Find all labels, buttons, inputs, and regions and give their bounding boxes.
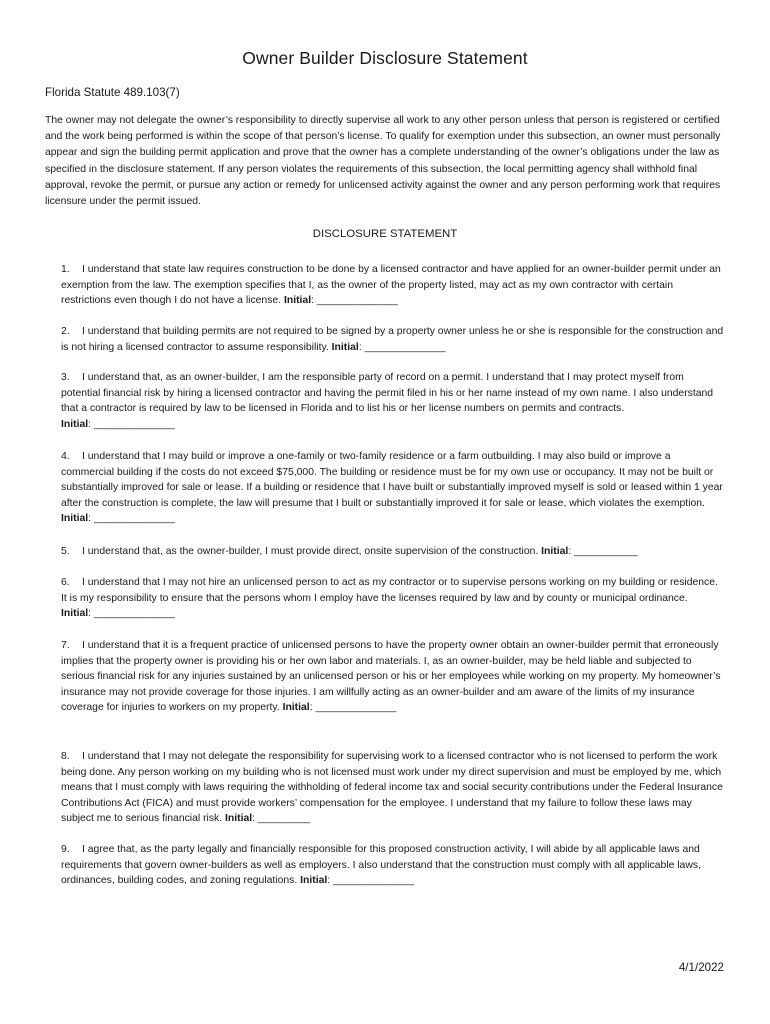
disclosure-item-3 xyxy=(61,370,725,432)
item-number: 3. xyxy=(61,372,70,383)
item-text: I understand that I may not hire an unlicensed person to act as my contractor or to supervise persons working on my building or residence. It is my responsibility to ensure that the persons whom I employ have the licenses required by law and by county or municipal ordinance. xyxy=(61,577,718,604)
item-text: I understand that, as an owner-builder, I am the responsible party of record on a permit. I understand that I may protect myself from potential financial risk by hiring a licensed contractor and having the permit filed in his or her name instead of my own name. I also understand that a contractor is required by law to be licensed in Florida and to list his or her license numbers on permits and contracts. xyxy=(61,372,714,415)
item-text: I understand that I may build or improve a one-family or two-family residence or a farm outbuilding. I may also build or improve a commercial building if the costs do not exceed $75,000. The building or residence must be for my own use or occupancy. It may not be built or substantially improved for sale or lease. If a building or residence that I have built or substantially improved myself is sold or leased within 1 year after the construction is complete, the law will presume that I built or substantially improved it for sale or lease, which violates the exemption. xyxy=(61,451,723,509)
initial-label: Initial xyxy=(225,813,253,825)
item-number: 4. xyxy=(61,451,70,462)
initial-label: Initial xyxy=(61,513,89,525)
disclosure-item-9 xyxy=(61,842,725,889)
initial-blank: : ______________ xyxy=(88,513,175,525)
initial-label: Initial xyxy=(282,702,310,714)
item-number: 7. xyxy=(61,640,70,651)
disclosure-item-7 xyxy=(61,638,725,716)
item-number: 5. xyxy=(61,546,70,557)
initial-blank: : ______________ xyxy=(327,875,414,887)
item-text: I understand that I may not delegate the responsibility for supervising work to a licensed contractor who is not licensed to perform the work being done. Any person working on my building who is not licensed must work under my direct supervision and must be employed by me, which means that I must comply with laws requiring the withholding of federal income tax and social security contributions under the Federal Insurance Contributions Act (FICA) and must provide workers’ compensation for the employee. I understand that my failure to follow these laws may subject me to serious financial risk. xyxy=(61,751,723,825)
item-number: 6. xyxy=(61,577,70,588)
initial-blank: : ______________ xyxy=(309,702,397,714)
item-number: 8. xyxy=(61,751,70,762)
disclosure-item-2 xyxy=(61,324,725,355)
disclosure-item-5 xyxy=(61,544,725,560)
intro-paragraph: The owner may not delegate the owner’s responsibility to directly supervise all work to any other person unless that person is registered or certified and the work being performed is within the scope of that person’s license. To qualify for exemption under this subsection, an owner must personally appear and sign the building permit application and prove that the owner has a complete understanding of the owner’s obligations under the law as specified in the disclosure statement. If any person violates the requirements of this subsection, the local permitting agency shall withhold final approval, revoke the permit, or pursue any action or remedy for unlicensed activity against the owner and any person performing work that requires licensure under the permit issued. xyxy=(45,115,721,208)
item-text: I agree that, as the party legally and financially responsible for this proposed construction activity, I will abide by all applicable laws and requirements that govern owner-builders as well as employers. I also understand that the construction must comply with all applicable laws, ordinances, building codes, and zoning regulations. xyxy=(61,844,701,887)
initial-label: Initial xyxy=(300,875,328,887)
section-heading: DISCLOSURE STATEMENT xyxy=(312,228,458,240)
initial-label: Initial xyxy=(61,418,89,430)
disclosure-item-1 xyxy=(61,262,725,309)
item-number: 9. xyxy=(61,844,70,855)
initial-label: Initial xyxy=(283,295,312,307)
statute-reference: Florida Statute 489.103(7) xyxy=(45,86,180,99)
page-title: Owner Builder Disclosure Statement xyxy=(242,48,528,68)
initial-blank: : ______________ xyxy=(311,295,398,307)
item-text: I understand that it is a frequent practice of unlicensed persons to have the property owner obtain an owner-builder permit that erroneously implies that the property owner is providing his or her own labor and materials. I, as an owner-builder, may be held liable and subjected to serious financial risk for any injuries sustained by an unlicensed person or his or her employees while working on my property. My homeowner’s insurance may not provide coverage for those injuries. I am willfully acting as an owner-builder and am aware of the limits of my insurance coverage for injuries to workers on my property. xyxy=(61,640,721,714)
disclosure-item-8 xyxy=(61,749,725,827)
disclosure-item-6 xyxy=(61,575,725,622)
disclosure-item-4 xyxy=(61,449,725,527)
initial-label: Initial xyxy=(331,341,359,353)
initial-blank: : ___________ xyxy=(568,546,638,557)
initial-label: Initial xyxy=(61,608,89,620)
initial-blank: : ______________ xyxy=(88,608,175,620)
initial-blank: : ______________ xyxy=(358,341,446,353)
item-text: I understand that, as the owner-builder, I must provide direct, onsite supervision of the construction. xyxy=(82,546,542,557)
item-number: 2. xyxy=(61,326,70,337)
item-text: I understand that building permits are not required to be signed by a property owner unless he or she is responsible for the construction and is not hiring a licensed contractor to assume responsibility. xyxy=(61,326,724,353)
document-date: 4/1/2022 xyxy=(678,961,724,974)
initial-blank: : _________ xyxy=(252,813,310,825)
item-number: 1. xyxy=(61,264,70,275)
initial-blank: : ______________ xyxy=(88,418,175,430)
initial-label: Initial xyxy=(541,546,569,557)
item-text: I understand that state law requires construction to be done by a licensed contractor and have applied for an owner-builder permit under an exemption from the law. The exemption specifies that I, as the owner of the property listed, may act as my own contractor with certain restrictions even though I do not have a license. xyxy=(61,264,721,307)
